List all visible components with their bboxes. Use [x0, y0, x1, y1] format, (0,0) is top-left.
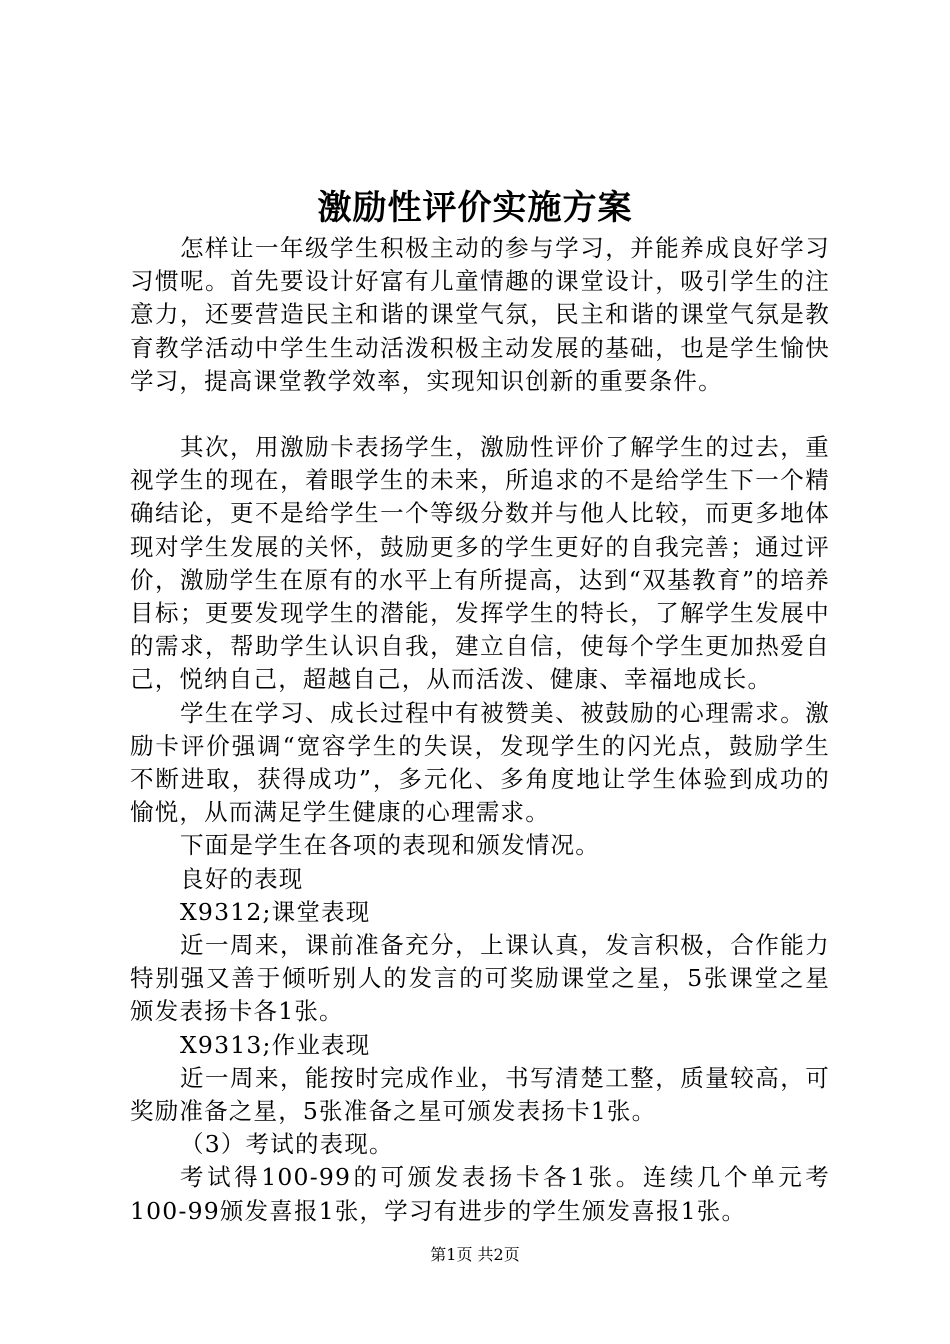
paragraph: 怎样让一年级学生积极主动的参与学习，并能养成良好学习习惯呢。首先要设计好富有儿童情趣的课堂设计，吸引学生的注意力，还要营造民主和谐的课堂气氛，民主和谐的课堂气氛是教育教学活动中学生生动活泼积极主动发展的基础，也是学生愉快学习，提高课堂教学效率，实现知识创新的重要条件。 — [130, 234, 830, 395]
paragraph: 其次，用激励卡表扬学生，激励性评价了解学生的过去，重视学生的现在，着眼学生的未来，所追求的不是给学生下一个精确结论，更不是给学生一个等级分数并与他人比较，而更多地体现对学生发展的关怀，鼓励更多的学生更好的自我完善；通过评价，激励学生在原有的水平上有所提高，达到“双基教育”的培养目标；更要发现学生的潜能，发挥学生的特长，了解学生发展中的需求，帮助学生认识自我，建立自信，使每个学生更加热爱自己，悦纳自己，超越自己，从而活泼、健康、幸福地成长。 — [130, 433, 830, 694]
document-body — [130, 232, 830, 1228]
subsection-heading: （3）考试的表现。 — [180, 1130, 394, 1159]
section-heading: 良好的表现 — [180, 864, 304, 893]
subsection-heading: X9313;作业表现 — [180, 1030, 371, 1059]
paragraph: 考试得100-99的可颁发表扬卡各1张。连续几个单元考100-99颁发喜报1张，学习有进步的学生颁发喜报1张。 — [130, 1163, 830, 1225]
subsection-heading: X9312;课堂表现 — [180, 897, 371, 926]
paragraph: 近一周来，课前准备充分，上课认真，发言积极，合作能力特别强又善于倾听别人的发言的可奖励课堂之星，5张课堂之星颁发表扬卡各1张。 — [130, 931, 830, 1026]
paragraph: 近一周来，能按时完成作业，书写清楚工整，质量较高，可奖励准备之星，5张准备之星可颁发表扬卡1张。 — [130, 1063, 830, 1126]
page-number-footer: 第1页 共2页 — [430, 1245, 520, 1264]
document-title: 激励性评价实施方案 — [317, 188, 633, 228]
paragraph: 学生在学习、成长过程中有被赞美、被鼓励的心理需求。激励卡评价强调“宽容学生的失误，发现学生的闪光点，鼓励学生不断进取，获得成功”，多元化、多角度地让学生体验到成功的愉悦，从而满足学生健康的心理需求。 — [130, 698, 830, 827]
paragraph: 下面是学生在各项的表现和颁发情况。 — [180, 831, 600, 860]
